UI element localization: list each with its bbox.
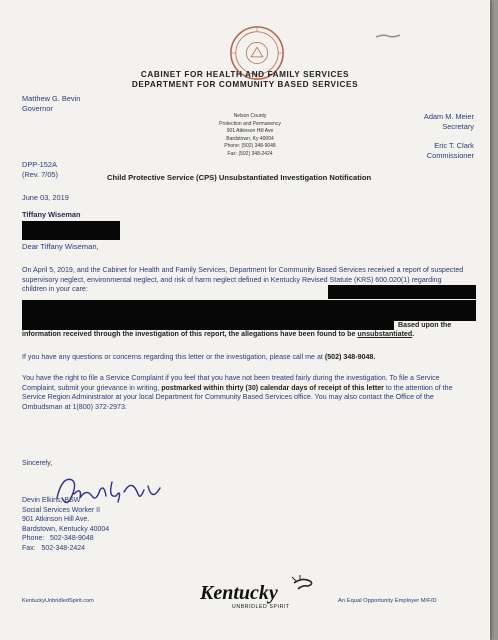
letter-date: June 03, 2019 xyxy=(22,193,69,202)
ink-smudge xyxy=(375,33,401,39)
signer-fax: Fax: 502-348-2424 xyxy=(22,544,86,552)
finding-text: information received through the investigation of this report, the allegations have been found to be xyxy=(22,330,356,338)
finding-result: unsubstantiated xyxy=(357,330,413,338)
notice-title: Child Protective Service (CPS) Unsubstantiated Investigation Notification xyxy=(107,173,372,182)
redaction-bar xyxy=(22,221,120,240)
signer-city: Bardstown, Kentucky 40004 xyxy=(22,525,110,533)
office-line: 901 Atkinson Hill Ave xyxy=(226,128,274,135)
agency-heading xyxy=(0,70,490,90)
commissioner-name: Eric T. Clark xyxy=(434,141,474,150)
svg-text:Kentucky: Kentucky xyxy=(200,582,278,604)
footer-website: KentuckyUnbridledSpirit.com xyxy=(22,598,94,604)
department-name: DEPARTMENT FOR COMMUNITY BASED SERVICES xyxy=(131,80,359,89)
caseworker-phone: (502) 348-9048. xyxy=(324,353,376,361)
complaint-deadline: postmarked within thirty (30) calendar days of receipt of this letter xyxy=(161,383,384,392)
salutation: Dear Tiffany Wiseman, xyxy=(22,242,99,251)
commissioner-title: Commissioner xyxy=(426,151,474,160)
secretary-block xyxy=(424,112,474,132)
signer-phone: Phone: 502-348-9048 xyxy=(22,535,94,543)
paragraph-report: On April 5, 2019, and the Cabinet for Health and Family Services, Department for Community Based Services received a report of suspected supervisory neglect, environmental neglect, and risk of harm neglect defined in Kentucky Revised Statute (KRS) 600.020(1) regarding children in your care: xyxy=(22,266,464,294)
complaint-text-b: to the attention of the Service Region Administrator at your local Department for Community Based Services office. You may also contact the Office of the Ombudsman at 1(800) 372-2973. xyxy=(22,383,453,411)
secretary-name: Adam M. Meier xyxy=(423,112,474,121)
governor-title: Governor xyxy=(22,104,53,113)
office-line: Nelson County xyxy=(233,113,267,119)
governor-block xyxy=(22,94,80,114)
governor-name: Matthew G. Bevin xyxy=(22,94,81,103)
paragraph-questions xyxy=(22,353,474,363)
equal-opportunity-notice: An Equal Opportunity Employer M/F/D xyxy=(338,598,437,604)
signer-title: Social Services Worker II xyxy=(22,506,101,514)
office-line: Phone: (502) 348-9048 xyxy=(224,143,276,150)
office-line: Fax: (502) 348-2424 xyxy=(227,150,273,157)
secretary-title: Secretary xyxy=(442,122,474,131)
signer-name: Devin Elkins, BSW xyxy=(22,497,81,504)
office-address xyxy=(190,113,310,159)
paragraph-complaint xyxy=(22,374,474,412)
form-id: DPP-152A xyxy=(22,160,57,169)
office-line: Protection and Permanency xyxy=(219,120,281,127)
signer-street: 901 Atkinson Hill Ave. xyxy=(22,516,90,524)
recipient-name: Tiffany Wiseman xyxy=(22,210,81,219)
finding-lead-text: Based upon the xyxy=(398,321,452,329)
signature-block xyxy=(22,496,109,554)
form-id-block xyxy=(22,160,58,180)
svg-text:UNBRIDLED SPIRIT: UNBRIDLED SPIRIT xyxy=(232,604,290,610)
commissioner-block xyxy=(427,141,474,161)
office-line: Bardstown, Ky 40004 xyxy=(226,135,274,142)
finding-statement: information received through the investigation of this report, the allegations have been found to be unsubstantiated. xyxy=(22,330,415,338)
redaction-bar xyxy=(22,321,394,330)
redaction-bar xyxy=(22,300,476,321)
complaint-text-a: You have the right to file a Service Complaint if you feel that you have not been treated fairly during the investigation. To file a Service Complaint, submit your grievance in writing, xyxy=(22,374,440,392)
questions-text: If you have any questions or concerns regarding this letter or the investigation, please call me at xyxy=(22,353,323,361)
kentucky-unbridled-spirit-logo xyxy=(196,575,326,613)
closing: Sincerely, xyxy=(22,460,53,467)
form-revision: (Rev. 7/05) xyxy=(22,170,59,179)
redaction-bar xyxy=(328,285,476,299)
cabinet-name: CABINET FOR HEALTH AND FAMILY SERVICES xyxy=(140,70,350,79)
